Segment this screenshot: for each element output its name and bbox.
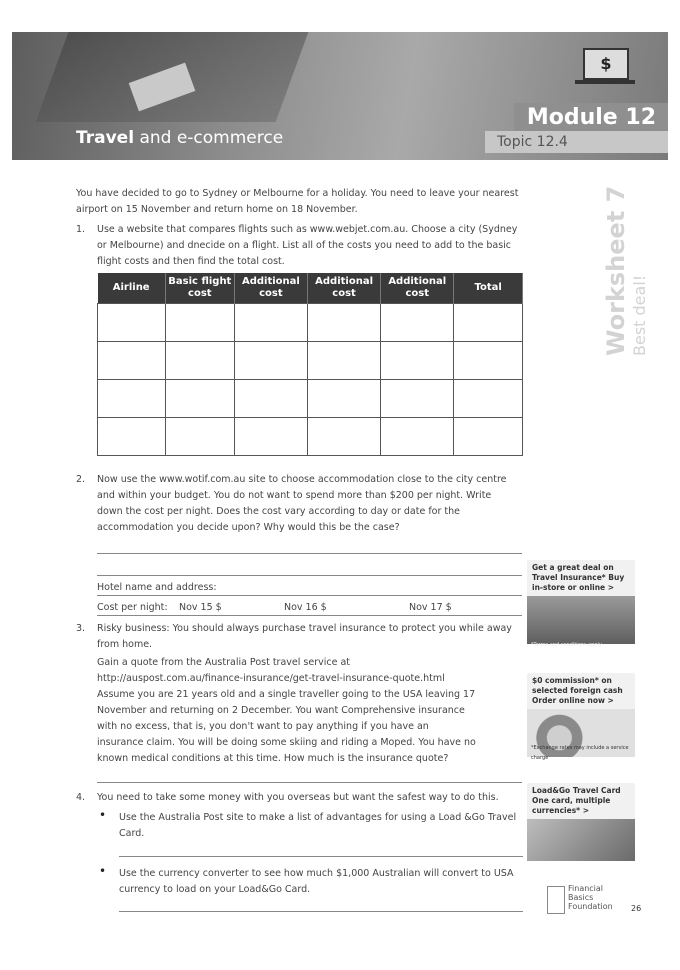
cost-table bbox=[97, 273, 523, 456]
col-total: Total bbox=[454, 273, 523, 304]
table-row bbox=[98, 418, 523, 456]
table-cell[interactable] bbox=[98, 342, 166, 380]
q3-number: 3. bbox=[76, 623, 86, 634]
promo-foot: *Terms and conditions apply bbox=[531, 642, 602, 648]
bullet-icon: • bbox=[99, 864, 107, 878]
table-cell[interactable] bbox=[98, 418, 166, 456]
table-cell[interactable] bbox=[454, 304, 523, 342]
col-additional-3: Additional cost bbox=[381, 273, 454, 304]
q3-text-1: Risky business: You should always purchase travel insurance to protect you while away from home. bbox=[97, 623, 512, 650]
table-cell[interactable] bbox=[234, 342, 307, 380]
answer-line[interactable] bbox=[97, 575, 522, 576]
table-cell[interactable] bbox=[381, 418, 454, 456]
page-title bbox=[76, 128, 283, 148]
table-cell[interactable] bbox=[165, 342, 234, 380]
table-row bbox=[98, 304, 523, 342]
q4-bullet-2: Use the currency converter to see how much $1,000 Australian will convert to USA currency to load on your Load&Go Card. bbox=[119, 868, 514, 895]
q1-number: 1. bbox=[76, 224, 86, 235]
q3-text-2: Gain a quote from the Australia Post travel service at http://auspost.com.au/finance-insurance/get-travel-insurance-quote.html Assume you are 21 years old and a single traveller going to the USA leaving 17 November and returning on 2 December. You want Comprehensive insurance with no excess, that is, you don't want to pay anything if you have an insurance claim. You will be doing some skiing and riding a Moped. You have no known medical conditions at this time. How much is the insurance quote? bbox=[97, 657, 476, 764]
promo-text: Get a great deal on Travel Insurance* Buy in-store or online > bbox=[527, 560, 635, 596]
page-title-rest: and e-commerce bbox=[139, 128, 284, 148]
table-cell[interactable] bbox=[307, 380, 380, 418]
nov16-label: Nov 16 $ bbox=[284, 602, 327, 613]
cost-per-night-label: Cost per night: bbox=[97, 602, 168, 613]
promo-foreign-cash bbox=[527, 673, 635, 765]
mountain-image bbox=[527, 596, 635, 644]
table-cell[interactable] bbox=[234, 418, 307, 456]
card-keyboard-image bbox=[527, 819, 635, 861]
table-cell[interactable] bbox=[454, 380, 523, 418]
table-cell[interactable] bbox=[307, 418, 380, 456]
table-cell[interactable] bbox=[98, 304, 166, 342]
table-cell[interactable] bbox=[165, 418, 234, 456]
table-cell[interactable] bbox=[454, 342, 523, 380]
q2-text: Now use the www.wotif.com.au site to choose accommodation close to the city centre and within your budget. You do not want to spend more than $200 per night. Write down the cost per night. Does the cost vary according to day or date for the accommodation you decide upon? Why would this be the case? bbox=[97, 474, 507, 533]
promo-text: $0 commission* on selected foreign cash Order online now > bbox=[527, 673, 635, 709]
hotel-label: Hotel name and address: bbox=[97, 582, 217, 593]
answer-line[interactable] bbox=[97, 595, 522, 596]
nov15-label: Nov 15 $ bbox=[179, 602, 222, 613]
logo-line-1: Financial bbox=[568, 884, 604, 893]
q4-bullet-1: Use the Australia Post site to make a list of advantages for using a Load &Go Travel Card. bbox=[119, 812, 517, 839]
table-cell[interactable] bbox=[307, 304, 380, 342]
table-cell[interactable] bbox=[165, 380, 234, 418]
topic-label: Topic 12.4 bbox=[485, 131, 668, 153]
table-cell[interactable] bbox=[381, 342, 454, 380]
table-cell[interactable] bbox=[98, 380, 166, 418]
answer-line[interactable] bbox=[119, 856, 523, 857]
q4-number: 4. bbox=[76, 792, 86, 803]
col-airline: Airline bbox=[98, 273, 166, 304]
intro-text: You have decided to go to Sydney or Melbourne for a holiday. You need to leave your nearest airport on 15 November and return home on 18 November. bbox=[76, 188, 519, 215]
promo-loadgo-card bbox=[527, 783, 635, 865]
q4-text: You need to take some money with you overseas but want the safest way to do this. bbox=[97, 792, 499, 803]
q1-text: Use a website that compares flights such as www.webjet.com.au. Choose a city (Sydney or Melbourne) and dnecide on a flight. List all of the costs you need to add to the basic flight costs and then find the total cost. bbox=[97, 224, 518, 267]
table-row bbox=[98, 342, 523, 380]
answer-line[interactable] bbox=[97, 553, 522, 554]
promo-travel-insurance bbox=[527, 560, 635, 652]
col-additional-1: Additional cost bbox=[234, 273, 307, 304]
page-title-bold: Travel bbox=[76, 128, 135, 148]
table-cell[interactable] bbox=[307, 342, 380, 380]
logo-line-3: Foundation bbox=[568, 902, 613, 911]
side-label bbox=[598, 185, 648, 355]
module-label: Module 12 bbox=[514, 103, 668, 133]
q2-number: 2. bbox=[76, 474, 86, 485]
footer-logo-text bbox=[568, 884, 613, 911]
col-basic-flight: Basic flight cost bbox=[165, 273, 234, 304]
worksheet-label: Worksheet 7 bbox=[602, 185, 630, 356]
col-additional-2: Additional cost bbox=[307, 273, 380, 304]
page-number: 26 bbox=[631, 904, 642, 913]
table-cell[interactable] bbox=[381, 304, 454, 342]
nov17-label: Nov 17 $ bbox=[409, 602, 452, 613]
promo-text: Load&Go Travel Card One card, multiple currencies* > bbox=[527, 783, 635, 819]
answer-line[interactable] bbox=[97, 782, 522, 783]
financial-basics-logo-icon bbox=[547, 886, 565, 914]
promo-foot: *Exchange rates may include a service charge bbox=[531, 745, 629, 761]
answer-line[interactable] bbox=[97, 615, 522, 616]
best-deal-label: Best deal! bbox=[630, 274, 649, 356]
bullet-icon: • bbox=[99, 808, 107, 822]
table-cell[interactable] bbox=[381, 380, 454, 418]
table-cell[interactable] bbox=[234, 380, 307, 418]
table-cell[interactable] bbox=[165, 304, 234, 342]
laptop-dollar-icon: $ bbox=[583, 48, 629, 80]
table-cell[interactable] bbox=[454, 418, 523, 456]
table-cell[interactable] bbox=[234, 304, 307, 342]
table-row bbox=[98, 380, 523, 418]
laptop-base-icon bbox=[575, 80, 635, 84]
answer-line[interactable] bbox=[119, 911, 523, 912]
logo-line-2: Basics bbox=[568, 893, 594, 902]
